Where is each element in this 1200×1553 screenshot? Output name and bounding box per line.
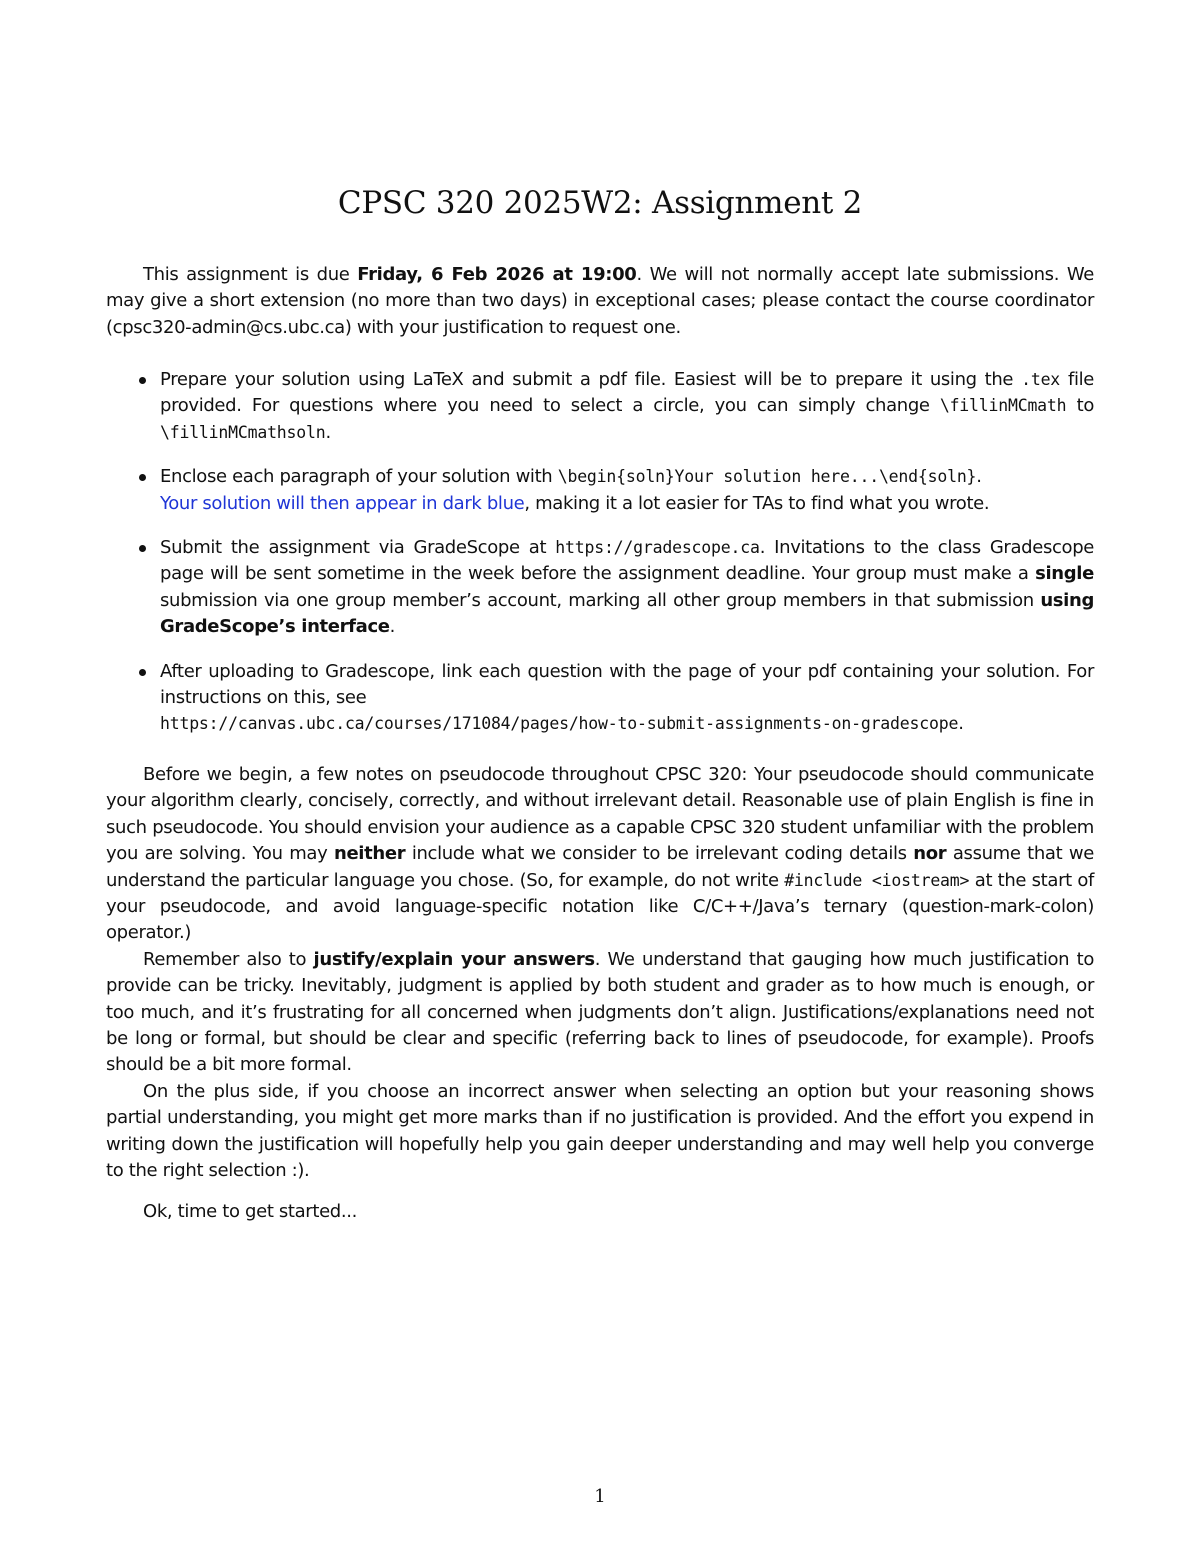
code-text: .tex <box>1021 370 1061 389</box>
bold-text: justify/explain your answers <box>313 948 595 970</box>
intro-text-1: This assignment is due <box>143 264 358 285</box>
bullet-text: Submit the assignment via GradeScope at <box>160 537 556 559</box>
bullet-text: . <box>389 616 396 638</box>
bullet-text: submission via one group member’s account, marking all other group members in that submission <box>160 589 1041 611</box>
list-item <box>106 659 1094 738</box>
plus-side-paragraph: On the plus side, if you choose an incorrect answer when selecting an option but your reasoning shows partial understanding, you might get more marks than if no justification is provided. And the effort you expend in writing down the justification will hopefully help you gain deeper understanding and may well help you converge to the right selection :). <box>106 1080 1094 1182</box>
bullet-text: to <box>1066 395 1094 417</box>
list-item <box>106 367 1094 446</box>
intro-paragraph <box>106 262 1094 341</box>
code-text: \fillinMCmath <box>939 396 1067 416</box>
page-number: 1 <box>594 1486 606 1507</box>
intro-block <box>106 262 1094 341</box>
bullet-icon <box>139 669 146 676</box>
bullet-text: After uploading to Gradescope, link each question with the page of your pdf containing your solution. For instructions on this, see <box>160 660 1094 709</box>
bold-text: single <box>1035 563 1094 585</box>
notes-block <box>106 762 1094 1225</box>
bullet-text: , making it a lot easier for TAs to find what you wrote. <box>524 492 990 514</box>
bold-text: neither <box>333 843 406 865</box>
bullet-text: Enclose each paragraph of your solution with <box>160 466 558 488</box>
gradescope-link[interactable]: https://gradescope.ca <box>555 538 760 558</box>
bullet-text: . <box>325 421 331 443</box>
page-title: CPSC 320 2025W2: Assignment 2 <box>337 185 863 221</box>
paragraph-text: . We understand that gauging how much justification to provide can be tricky. Inevitably, judgment is applied by both student and grader as to how much is enough, or too much, and it’s frustrating for all concerned when judgments don’t align. Justifications/explanations need not be long or formal, but should be clear and specific (referring back to lines of pseudocode, for example). Proofs should be a bit more formal. <box>106 948 1094 1076</box>
code-text: #include <iostream> <box>784 870 970 890</box>
list-item <box>106 464 1094 517</box>
bullet-icon <box>139 474 146 481</box>
justify-paragraph <box>106 947 1094 1079</box>
bullet-text: . <box>976 466 982 488</box>
bullet-icon <box>139 377 146 384</box>
canvas-instructions-link[interactable]: https://canvas.ubc.ca/courses/171084/pages/how-to-submit-assignments-on-gradescope <box>160 714 959 734</box>
instructions-list <box>106 367 1094 756</box>
bullet-text: . Invitations to the class Gradescope page will be sent sometime in the week before the assignment deadline. Your group must make a <box>160 537 1095 585</box>
paragraph-text: Remember also to <box>143 948 314 970</box>
bullet-text: . <box>958 713 964 735</box>
paragraph-text: at the start of your pseudocode, and avoid language-specific notation like C/C++/Java’s ternary (question-mark-colon) operator.) <box>106 869 1094 944</box>
pseudocode-paragraph <box>106 762 1094 947</box>
solution-color-sample: Your solution will then appear in dark blue <box>160 492 525 514</box>
bold-text: using GradeScope’s interface <box>160 589 1094 638</box>
bullet-text: file provided. For questions where you need to select a circle, you can simply change <box>160 369 1095 417</box>
bullet-text: Prepare your solution using LaTeX and submit a pdf file. Easiest will be to prepare it using the <box>160 369 1022 390</box>
code-text: \begin{soln}Your solution here...\end{soln} <box>557 467 977 487</box>
list-item <box>106 535 1094 641</box>
paragraph-text: Before we begin, a few notes on pseudocode throughout CPSC 320: Your pseudocode should communicate your algorithm clearly, concisely, correctly, and without irrelevant detail. Reasonable use of plain English is fine in such pseudocode. You should envision your audience as a capable CPSC 320 student unfamiliar with the problem you are solving. You may <box>106 764 1094 865</box>
due-date: Friday, 6 Feb 2026 at 19:00 <box>357 264 637 285</box>
start-paragraph: Ok, time to get started... <box>143 1200 357 1222</box>
paragraph-text: include what we consider to be irrelevant coding details <box>405 843 914 865</box>
bullet-icon <box>139 545 146 552</box>
bold-text: nor <box>913 843 947 865</box>
paragraph-text: assume that we understand the particular language you chose. (So, for example, do not write <box>106 843 1095 891</box>
code-text: \fillinMCmathsoln <box>160 422 326 442</box>
intro-text-2: . We will not normally accept late submissions. We may give a short extension (no more than two days) in exceptional cases; please contact the course coordinator (cpsc320-admin@cs.ubc.ca) with your justification to request one. <box>106 264 1094 338</box>
